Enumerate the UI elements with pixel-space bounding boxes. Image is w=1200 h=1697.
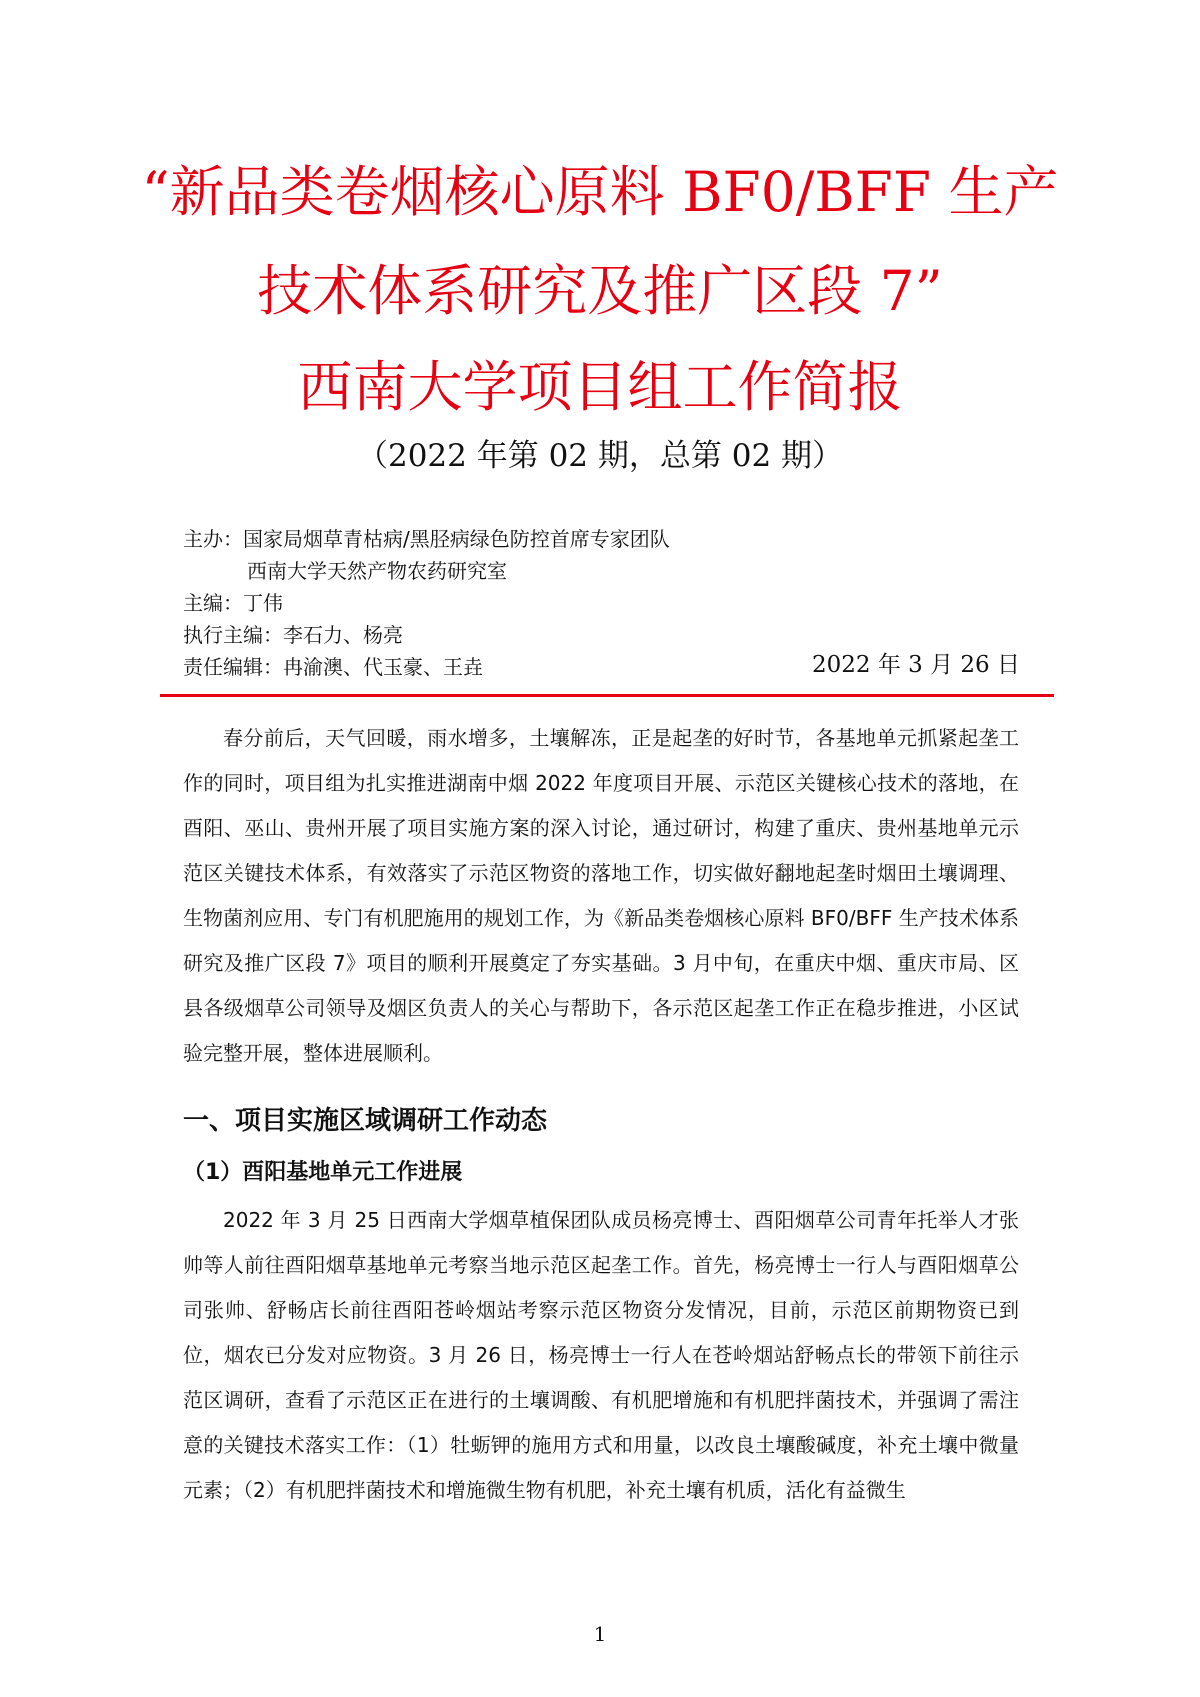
intro-paragraph: 春分前后，天气回暖，雨水增多，土壤解冻，正是起垄的好时节，各基地单元抓紧起垄工作的同时，项目组为扎实推进湖南中烟 2022 年度项目开展、示范区关键核心技术的落地，在酉阳、巫山、贵州开展了项目实施方案的深入讨论，通过研讨，构建了重庆、贵州基地单元示范区关键技术体系，有效落实了示范区物资的落地工作，切实做好翻地起垄时烟田土壤调理、生物菌剂应用、专门有机肥施用的规划工作，为《新品类卷烟核心原料 BF0/BFF 生产技术体系研究及推广区段 7》项目的顺利开展奠定了夯实基础。3 月中旬，在重庆中烟、重庆市局、区县各级烟草公司领导及烟区负责人的关心与帮助下，各示范区起垄工作正在稳步推进，小区试验完整开展，整体进展顺利。: [183, 726, 1019, 1065]
title-line-3: 西南大学项目组工作简报: [297, 355, 903, 419]
executive-editors: 执行主编：李石力、杨亮: [183, 623, 403, 647]
host-line-1: 主办：国家局烟草青枯病/黑胫病绿色防控首席专家团队: [183, 527, 670, 551]
issue-number: （2022 年第 02 期，总第 02 期）: [356, 438, 844, 474]
chief-editor: 主编：丁伟: [183, 591, 283, 615]
red-divider: [160, 694, 1054, 697]
page-number: 1: [593, 1622, 607, 1646]
host-line-2: 西南大学天然产物农药研究室: [247, 559, 507, 583]
publish-date: 2022 年 3 月 26 日: [812, 652, 1020, 678]
subsection-paragraph: 2022 年 3 月 25 日西南大学烟草植保团队成员杨亮博士、酉阳烟草公司青年托举人才张帅等人前往酉阳烟草基地单元考察当地示范区起垄工作。首先，杨亮博士一行人与酉阳烟草公司张帅、舒畅店长前往酉阳苍岭烟站考察示范区物资分发情况，目前，示范区前期物资已到位，烟农已分发对应物资。3 月 26 日，杨亮博士一行人在苍岭烟站舒畅点长的带领下前往示范区调研，查看了示范区正在进行的土壤调酸、有机肥增施和有机肥拌菌技术，并强调了需注意的关键技术落实工作：（1）牡蛎钾的施用方式和用量，以改良土壤酸碱度，补充土壤中微量元素；（2）有机肥拌菌技术和增施微生物有机肥，补充土壤有机质，活化有益微生: [183, 1208, 1019, 1502]
subsection-heading: （1）酉阳基地单元工作进展: [183, 1160, 463, 1185]
section-heading: 一、项目实施区域调研工作动态: [183, 1106, 548, 1136]
title-line-1: “新品类卷烟核心原料 BF0/BFF 生产: [141, 160, 1059, 224]
title-line-2: 技术体系研究及推广区段 7”: [257, 259, 943, 323]
responsible-editors: 责任编辑：冉渝澳、代玉豪、王垚: [183, 655, 483, 679]
